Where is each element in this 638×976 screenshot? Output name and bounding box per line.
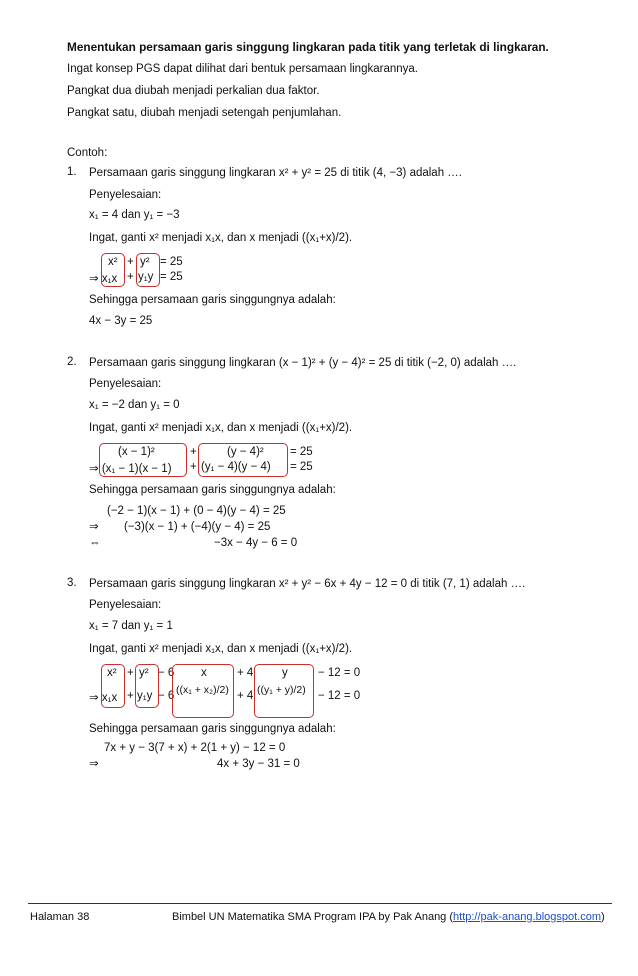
ex3-eq-b-term1: ⇒ x₁x (89, 692, 118, 704)
ex1-question: Persamaan garis singgung lingkaran x² + y² = 25 di titik (4, −3) adalah …. (89, 167, 462, 179)
ex2-question: Persamaan garis singgung lingkaran (x − 1)² + (y − 4)² = 25 di titik (−2, 0) adalah …. (89, 357, 517, 369)
ex2-eq-b-term2: (y₁ − 4)(y − 4) (201, 461, 271, 473)
ex3-eq-b-minus6: − 6 (158, 690, 175, 702)
ex2-step-3: −3x − 4y − 6 = 0 (214, 537, 298, 549)
footer-credit (172, 910, 605, 924)
ex3-eq-a-y: y (282, 667, 288, 679)
footer-credit-text: Bimbel UN Matematika SMA Program IPA by Pak Anang ( (172, 911, 454, 923)
ex2-step-3-sym: ⇔ (89, 537, 101, 549)
ex1-eq-a-term2: y² (140, 256, 150, 268)
ex1-answer: 4x − 3y = 25 (89, 315, 153, 327)
ex2-number: 2. (67, 356, 77, 368)
ex3-eq-a-term1: x² (107, 667, 117, 679)
ex3-number: 3. (67, 577, 77, 589)
intro-line-2: Pangkat dua diubah menjadi perkalian dua faktor. (67, 85, 320, 97)
ex3-eq-a-term2: y² (139, 667, 149, 679)
ex2-eq-b-rhs: = 25 (290, 461, 313, 473)
footer-page-number: Halaman 38 (30, 911, 90, 923)
ex3-step-2: 4x + 3y − 31 = 0 (217, 758, 300, 770)
ex1-eq-b-rhs: = 25 (160, 271, 183, 283)
ex3-eq-a-plus4: + 4 (237, 667, 254, 679)
ex2-eq-a-plus: + (190, 446, 197, 458)
ex3-eq-b-term2: y₁y (137, 690, 153, 702)
ex3-step-2-sym: ⇒ (89, 758, 99, 770)
ex3-ingat: Ingat, ganti x² menjadi x₁x, dan x menjadi ((x₁+x)/2). (89, 643, 353, 655)
ex1-penyelesaian: Penyelesaian: (89, 189, 162, 201)
ex2-step-1: (−2 − 1)(x − 1) + (0 − 4)(y − 4) = 25 (107, 505, 286, 517)
ex3-eq-b-frac-y: ((y₁ + y)/2) (257, 684, 306, 696)
ex1-eq-a-rhs: = 25 (160, 256, 183, 268)
ex3-eq-b-plus4: + 4 (237, 690, 254, 702)
ex1-given: x₁ = 4 dan y₁ = −3 (89, 209, 180, 221)
ex2-eq-b-plus: + (190, 461, 197, 473)
ex3-eq-a-plus: + (127, 667, 134, 679)
ex1-eq-b-plus: + (127, 271, 134, 283)
ex2-sehingga: Sehingga persamaan garis singgungnya adalah: (89, 484, 336, 496)
ex3-eq-a-minus6: − 6 (158, 667, 175, 679)
ex3-question: Persamaan garis singgung lingkaran x² + y² − 6x + 4y − 12 = 0 di titik (7, 1) adalah …. (89, 578, 526, 590)
ex2-step-2: (−3)(x − 1) + (−4)(y − 4) = 25 (124, 521, 271, 533)
intro-line-1: Ingat konsep PGS dapat dilihat dari bentuk persamaan lingkarannya. (67, 63, 418, 75)
ex2-ingat: Ingat, ganti x² menjadi x₁x, dan x menjadi ((x₁+x)/2). (89, 422, 353, 434)
ex3-eq-a-x: x (201, 667, 207, 679)
ex3-given: x₁ = 7 dan y₁ = 1 (89, 620, 173, 632)
footer-blog-link[interactable]: http://pak-anang.blogspot.com (453, 911, 602, 923)
ex2-penyelesaian: Penyelesaian: (89, 378, 162, 390)
ex3-penyelesaian: Penyelesaian: (89, 599, 162, 611)
ex2-eq-a-term2: (y − 4)² (227, 446, 264, 458)
ex1-eq-b-term2: y₁y (138, 271, 154, 283)
ex3-eq-b-plus: + (127, 690, 134, 702)
contoh-label: Contoh: (67, 147, 108, 159)
section-heading: Menentukan persamaan garis singgung lingkaran pada titik yang terletak di lingkaran. (67, 40, 549, 54)
ex1-ingat: Ingat, ganti x² menjadi x₁x, dan x menjadi ((x₁+x)/2). (89, 232, 353, 244)
ex1-eq-a-plus: + (127, 256, 134, 268)
ex2-eq-a-term1: (x − 1)² (118, 446, 155, 458)
ex2-given: x₁ = −2 dan y₁ = 0 (89, 399, 180, 411)
ex3-eq-a-rhs: − 12 = 0 (318, 667, 361, 679)
ex3-eq-b-frac-x: ((x₁ + x₂)/2) (176, 684, 229, 696)
intro-line-3: Pangkat satu, diubah menjadi setengah penjumlahan. (67, 107, 342, 119)
ex1-eq-b-term1: ⇒ x₁x (89, 273, 118, 285)
ex1-number: 1. (67, 166, 77, 178)
ex3-step-1: 7x + y − 3(7 + x) + 2(1 + y) − 12 = 0 (104, 742, 286, 754)
ex2-eq-a-rhs: = 25 (290, 446, 313, 458)
footer-divider (28, 903, 612, 904)
ex3-eq-b-rhs: − 12 = 0 (318, 690, 361, 702)
ex2-step-2-sym: ⇒ (89, 521, 99, 533)
ex1-sehingga: Sehingga persamaan garis singgungnya adalah: (89, 294, 336, 306)
ex3-sehingga: Sehingga persamaan garis singgungnya adalah: (89, 723, 336, 735)
ex2-eq-b-term1: ⇒ (x₁ − 1)(x − 1) (89, 463, 172, 475)
footer-credit-close: ) (601, 911, 605, 923)
ex1-eq-a-term1: x² (108, 256, 118, 268)
